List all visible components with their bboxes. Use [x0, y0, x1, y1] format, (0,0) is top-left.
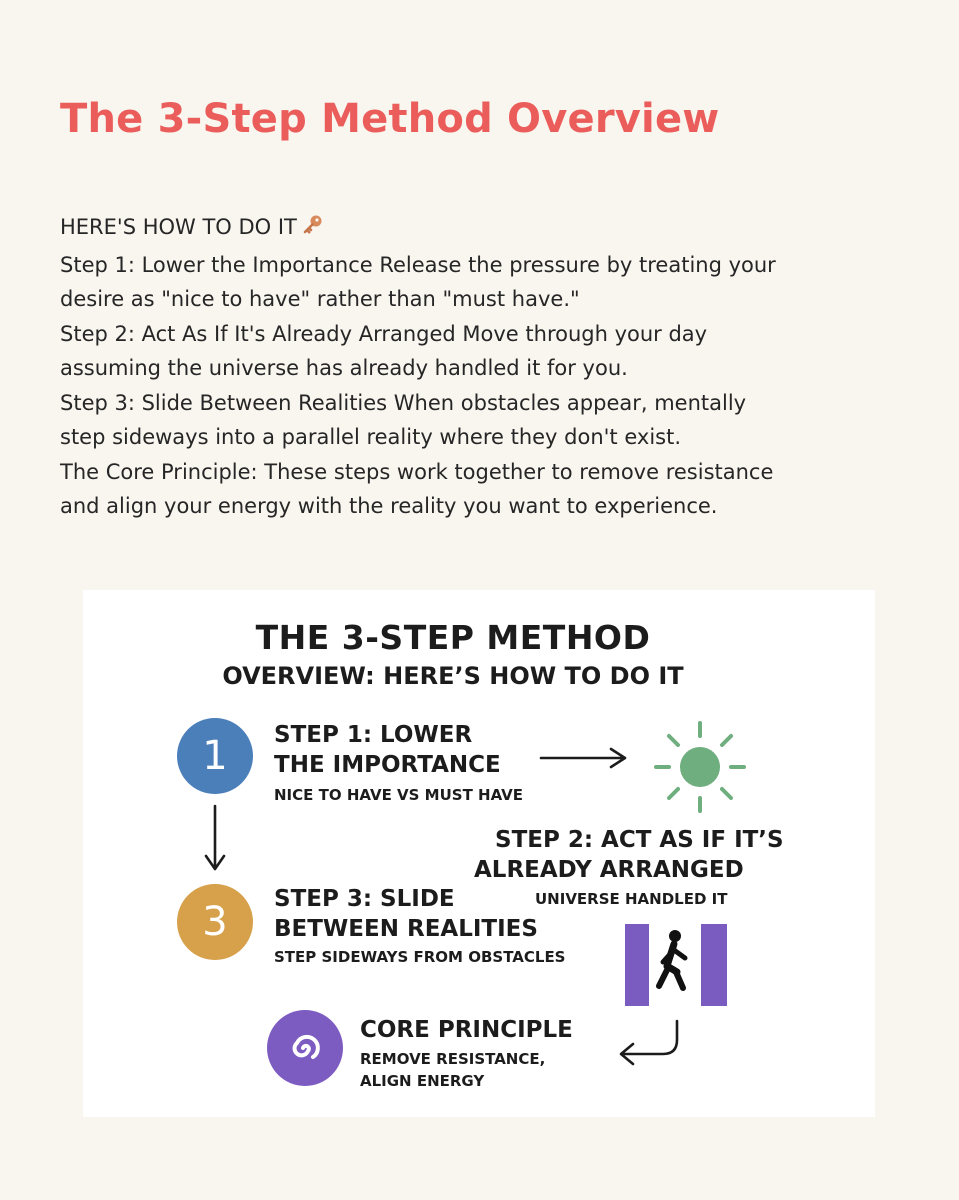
step1-title-line2: THE IMPORTANCE — [274, 752, 501, 778]
text-line-2: desire as "nice to have" rather than "must have." — [60, 287, 580, 311]
text-line-1: Step 1: Lower the Importance Release the pressure by treating your — [60, 252, 776, 277]
step2-title-line2: ALREADY ARRANGED — [474, 857, 744, 883]
step2-title-line1: STEP 2: ACT AS IF IT’S — [495, 827, 784, 853]
text-line-3: Step 2: Act As If It's Already Arranged Move through your day — [60, 321, 708, 346]
method-description — [60, 210, 930, 524]
page-title: The 3-Step Method Overview — [60, 96, 720, 142]
step1-number-badge: 1 — [177, 718, 253, 794]
core-title: CORE PRINCIPLE — [360, 1017, 573, 1043]
text-line-6: step sideways into a parallel reality where they don't exist. — [60, 425, 681, 449]
step2-subtitle: UNIVERSE HANDLED IT — [535, 890, 728, 908]
step3-title-line2: BETWEEN REALITIES — [274, 916, 538, 942]
step1-title-line1: STEP 1: LOWER — [274, 722, 473, 748]
step3-subtitle: STEP SIDEWAYS FROM OBSTACLES — [274, 948, 566, 966]
text-line-4: assuming the universe has already handled it for you. — [60, 356, 628, 380]
core-subtitle-line2: ALIGN ENERGY — [360, 1072, 485, 1090]
infographic-card — [83, 590, 875, 1117]
spiral-icon — [267, 1010, 343, 1086]
infographic-subtitle: OVERVIEW: HERE’S HOW TO DO IT — [222, 662, 684, 690]
right-arrow-icon — [539, 746, 631, 770]
step1-subtitle: NICE TO HAVE VS MUST HAVE — [274, 786, 524, 804]
walking-through-door-icon — [623, 922, 731, 1008]
text-line-8: and align your energy with the reality you want to experience. — [60, 494, 718, 518]
sun-icon — [653, 720, 747, 814]
step3-number-badge: 3 — [177, 884, 253, 960]
text-line-7: The Core Principle: These steps work together to remove resistance — [60, 459, 774, 484]
intro-line — [60, 210, 930, 248]
step3-title-line1: STEP 3: SLIDE — [274, 886, 455, 912]
key-icon — [301, 213, 325, 248]
core-subtitle-line1: REMOVE RESISTANCE, — [360, 1050, 546, 1068]
intro-text: HERE'S HOW TO DO IT — [60, 215, 297, 239]
curved-arrow-icon — [615, 1018, 685, 1066]
infographic-title: THE 3-STEP METHOD — [255, 618, 651, 657]
down-arrow-icon — [201, 804, 229, 874]
text-line-5: Step 3: Slide Between Realities When obstacles appear, mentally — [60, 390, 747, 415]
